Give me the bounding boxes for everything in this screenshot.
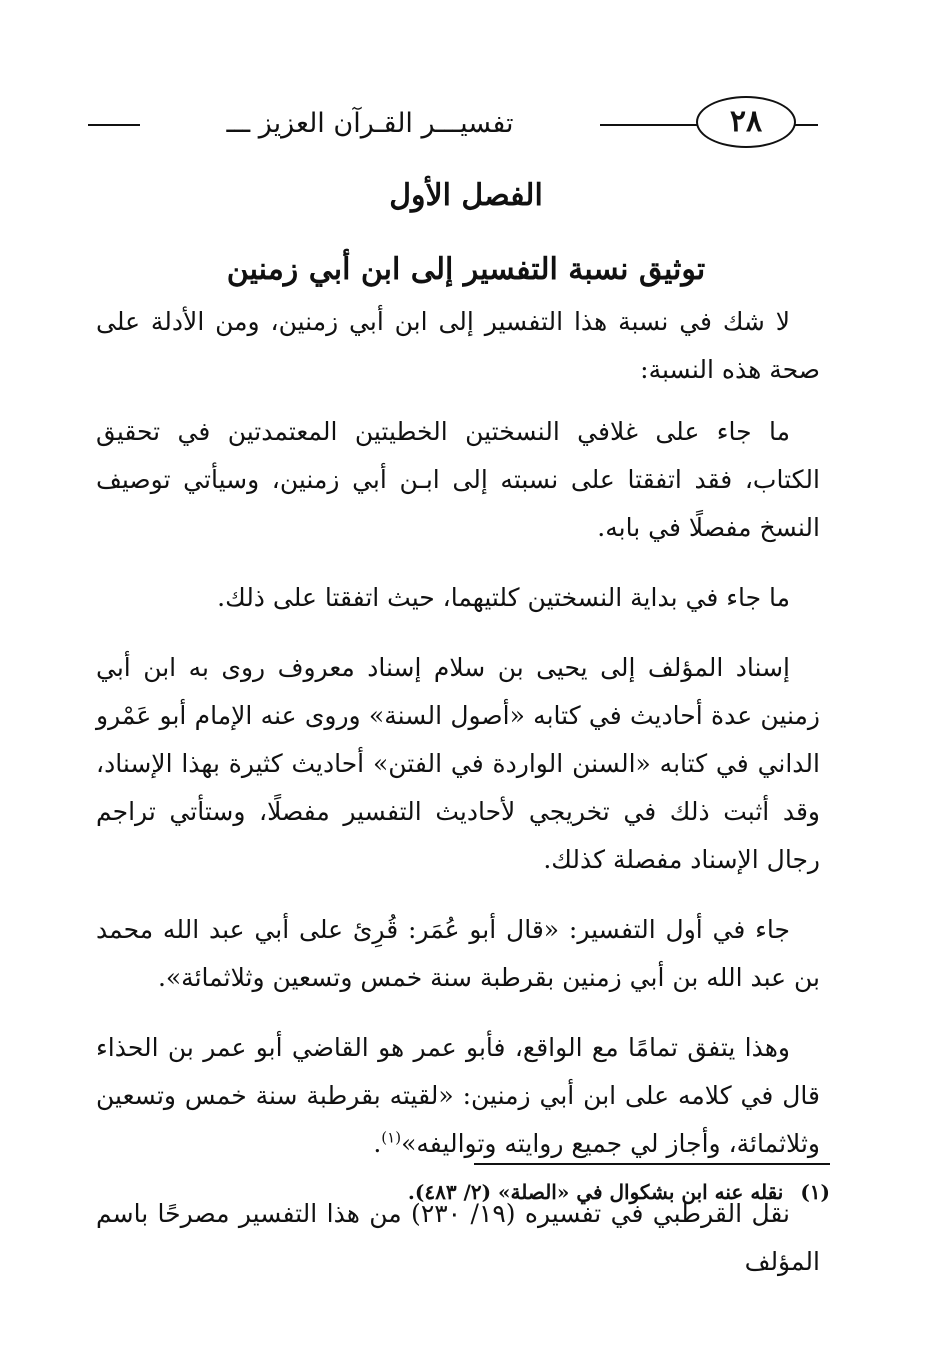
footnote-rule — [474, 1163, 830, 1165]
footnote-reference: (١) — [381, 1128, 402, 1147]
paragraph-intro: لا شك في نسبة هذا التفسير إلى ابن أبي زمنين، ومن الأدلة على صحة هذه النسبة: — [96, 307, 820, 384]
paragraph-evidence-quote: جاء في أول التفسير: «قال أبو عُمَر: قُرِئ على أبي عبد الله محمد بن عبد الله بن أبي زمنين بقرطبة سنة خمس وتسعين وثلاثمائة». — [96, 915, 820, 992]
paragraph-agreement-text: وهذا يتفق تمامًا مع الواقع، فأبو عمر هو القاضي أبو عمر بن الحذاء قال في كلامه على ابن أبي زمنين: «لقيته بقرطبة سنة خمس وتسعين وثلاثمائة، وأجاز لي جميع روايته وتواليفه» — [96, 1033, 820, 1158]
paragraph-evidence-isnad: إسناد المؤلف إلى يحيى بن سلام إسناد معروف روى به ابن أبي زمنين عدة أحاديث في كتابه «أصول السنة» وروى عنه الإمام أبو عَمْرو الداني في كتابه «السنن الواردة في الفتن» أحاديث كثيرة بهذا الإسناد، وقد أثبت ذلك في تخريجي لأحاديث التفسير مفصلًا، وستأتي تراجم رجال الإسناد مفصلة كذلك. — [96, 653, 820, 874]
footnote — [100, 1176, 830, 1208]
footnote-text: نقله عنه ابن بشكوال في «الصلة» (٢/ ٤٨٣). — [407, 1180, 784, 1204]
paragraph-agreement-end: . — [373, 1129, 382, 1158]
footnote-number: (١) — [800, 1180, 830, 1204]
paragraph-evidence-qurtubi: نقل القرطبي في تفسيره (١٩/ ٢٣٠) من هذا التفسير مصرحًا باسم المؤلف — [96, 1199, 820, 1276]
chapter-title: الفصل الأول — [389, 178, 543, 213]
paragraph-evidence-beginning: ما جاء في بداية النسختين كلتيهما، حيث اتفقتا على ذلك. — [217, 583, 790, 612]
body-text — [96, 298, 820, 1308]
paragraph-evidence-agreement — [96, 1024, 820, 1168]
running-title: تفسيـــر القـرآن العزيز ـــ — [140, 104, 600, 144]
page-number: ٢٨ — [729, 104, 763, 139]
paragraph-evidence-covers: ما جاء على غلافي النسختين الخطيتين المعتمدتين في تحقيق الكتاب، فقد اتفقتا على نسبته إلى ابـن أبي زمنين، وسيأتي توصيف النسخ مفصلًا في بابه. — [96, 417, 820, 542]
section-title: توثيق نسبة التفسير إلى ابن أبي زمنين — [226, 252, 706, 287]
page-number-badge — [696, 96, 796, 148]
